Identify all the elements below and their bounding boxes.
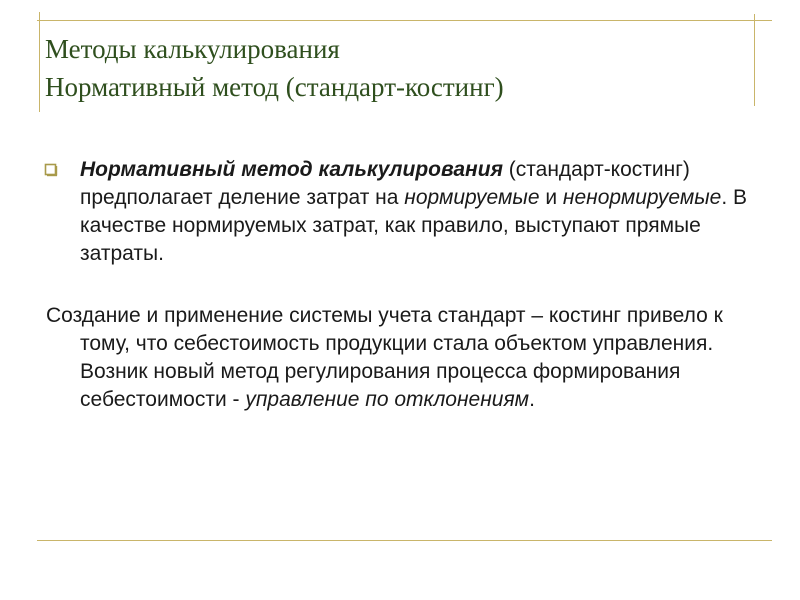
title-line-1: Методы калькулирования [45, 34, 340, 64]
paragraph-2-text-a: Создание и применение системы учета стандарт – костинг привело к тому, что себестоимость продукции стала объектом управления. Возник новый метод регулирования процесса формирования себестоимости - [46, 304, 723, 411]
slide-title [45, 30, 745, 106]
paragraph-2-text-b: . [529, 388, 535, 411]
top-rule [37, 20, 772, 21]
paragraph-2 [44, 302, 759, 414]
left-rule [39, 12, 40, 112]
slide-body [44, 156, 759, 414]
right-rule [754, 14, 755, 106]
bullet-term: Нормативный метод калькулирования [80, 158, 503, 181]
bullet-item [44, 156, 759, 268]
bottom-rule [37, 540, 772, 541]
bullet-text-b: и [539, 186, 563, 209]
paragraph-2-italic: управление по отклонениям [245, 388, 530, 411]
bullet-italic-normed: нормируемые [404, 186, 540, 209]
bullet-italic-unnormed: ненормируемые [562, 186, 722, 209]
square-bullet-icon [44, 163, 58, 177]
bullet-text-a: (стандарт-костинг) предполагает деление затрат на [80, 158, 690, 209]
title-line-2: Нормативный метод (стандарт-костинг) [45, 72, 504, 102]
bullet-text-c: . В качестве нормируемых затрат, как правило, выступают прямые затраты. [80, 186, 748, 265]
